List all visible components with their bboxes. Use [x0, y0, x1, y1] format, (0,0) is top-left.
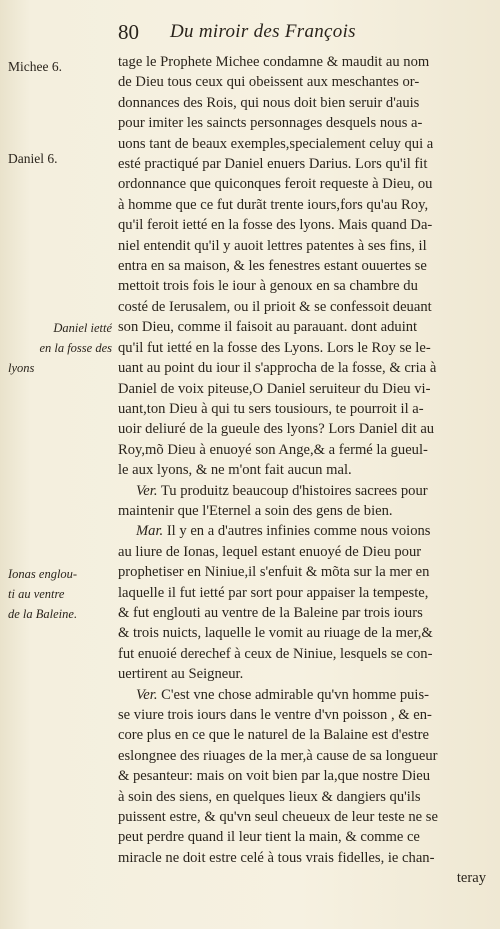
margin-note-daniel: Daniel 6. — [8, 151, 58, 166]
text-line: tage le Prophete Michee condamne & maudit au nom — [118, 54, 430, 70]
text-line: se viure trois iours dans le ventre d'vn poisson , & en- — [118, 707, 432, 723]
text-line: puissent estre, & qu'vn seul cheueux de leur teste ne se — [118, 809, 438, 826]
running-title: Du miroir des François — [170, 21, 356, 42]
text-line: peut perdre quand il leur tient la main, & comme ce — [118, 829, 420, 846]
text-line: uertirent au Seigneur. — [118, 666, 244, 683]
text-line: uant,ton Dieu à qui tu sers tousiours, te pourroit il a- — [118, 400, 424, 417]
text-line: miracle ne doit estre celé à tous vrais fidelles, ie chan- — [118, 849, 435, 866]
text-line: mettoit trois fois le iour à genoux en sa chambre du — [118, 278, 418, 295]
text-line: entra en sa maison, & les fenestres estant ouuertes se — [118, 258, 427, 275]
page-header — [118, 20, 490, 46]
margin-note-ionas: Ionas englou- ti au ventre de la Baleine. — [8, 567, 78, 621]
speaker-label: Ver. — [136, 686, 158, 703]
margin-note-daniel-lyons: Daniel ietté en la fosse des lyons — [8, 321, 112, 375]
text-line: esté practiqué par Daniel enuers Darius. Lors qu'il fit — [118, 156, 428, 173]
text-line: uoir deliuré de la gueule des lyons? Lors Daniel dit au — [118, 421, 435, 438]
text-line: de Dieu tous ceux qui obeissent aux meschantes or- — [118, 74, 420, 91]
text-line: à homme que ce fut durãt trente iours,fors qu'au Roy, — [118, 196, 429, 213]
text-line: uons tant de beaux exemples,specialement celuy qui a — [118, 135, 434, 152]
margin-note-michee: Michee 6. — [8, 59, 62, 74]
text-line: niel entendit qu'il y auoit lettres patentes à ses fins, il — [118, 237, 427, 254]
text-line: qu'il fut ietté en la fosse des Lyons. Lors le Roy se le- — [118, 339, 431, 356]
text-line: & pesanteur: mais on voit bien par la,que nostre Dieu — [118, 768, 431, 785]
speaker-label: Ver. — [136, 482, 158, 499]
text-line: qu'il feroit ietté en la fosse des lyons. Mais quand Da- — [118, 217, 433, 234]
text-line: eslongnee des riuages de la mer,à cause de sa longueur — [118, 747, 438, 764]
text-line: prophetiser en Niniue,il s'enfuit & mõta sur la mer en — [118, 564, 430, 581]
catchword: teray — [456, 870, 486, 887]
text-line: Roy,mõ Dieu à enuoyé son Ange,& a fermé la gueul- — [118, 441, 428, 458]
text-line: uant au point du iour il s'approcha de la fosse, & cria à — [118, 360, 437, 377]
text-line: le aux lyons, & ne m'ont fait aucun mal. — [118, 462, 352, 479]
text-line: fut enuoié derechef à ceux de Niniue, lesquels se con- — [118, 645, 433, 662]
text-line: laquelle il fut ietté par sort pour appaiser la tempeste, — [118, 584, 429, 601]
text-line: pour imiter les saincts personnages desquels nous a- — [118, 115, 423, 132]
text-line: & fut englouti au ventre de la Baleine par trois iours — [118, 604, 423, 621]
text-line: ordonnance que quiconques feroit requeste à Dieu, ou — [118, 176, 433, 193]
text-line: & trois nuicts, laquelle le vomit au riuage de la mer,& — [118, 625, 433, 642]
text-line: donnances des Rois, qui nous doit bien seruir d'auis — [118, 94, 420, 111]
page-number: 80 — [118, 20, 139, 44]
text-line: core plus en ce que le naturel de la Balaine est d'estre — [118, 727, 429, 744]
text-line: Mar. Il y en a d'autres infinies comme nous voions — [136, 523, 431, 540]
body-text — [118, 52, 486, 889]
speaker-label: Mar. — [136, 523, 164, 540]
text-line: son Dieu, comme il faisoit au parauant. dont aduint — [118, 319, 418, 336]
text-line: à soin des siens, en quelques lieux & dangiers qu'ils — [118, 788, 421, 805]
text-line: Ver. Tu produitz beaucoup d'histoires sacrees pour — [136, 482, 428, 499]
text-line: maintenir que l'Eternel a soin des gens de bien. — [118, 502, 393, 519]
text-line: Daniel de voix piteuse,O Daniel seruiteur du Dieu vi- — [118, 380, 431, 397]
text-line: Ver. C'est vne chose admirable qu'vn homme puis- — [136, 686, 430, 703]
text-line: au liure de Ionas, lequel estant enuoyé de Dieu pour — [118, 543, 422, 560]
text-line: costé de Ierusalem, ou il prioit & se confessoit deuant — [118, 298, 432, 315]
